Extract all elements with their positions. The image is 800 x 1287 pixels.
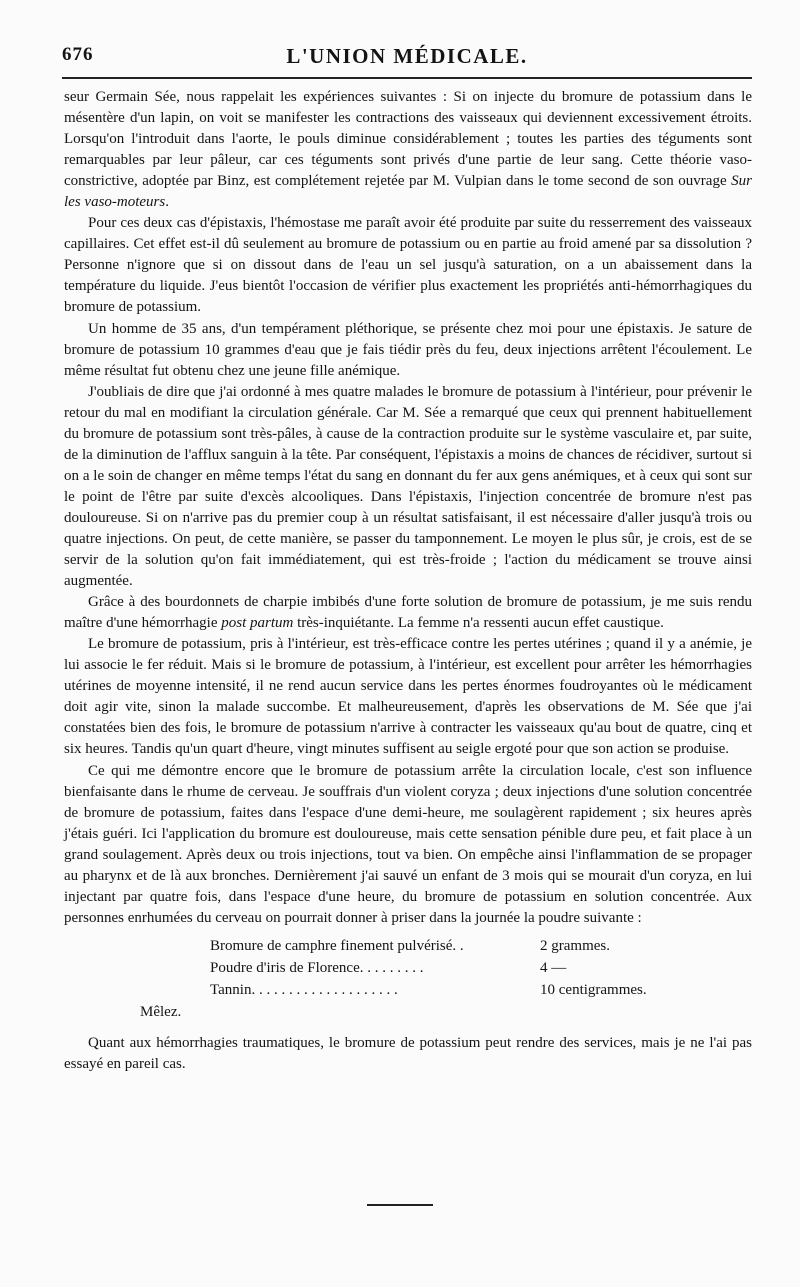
paragraph-2: Pour ces deux cas d'épistaxis, l'hémostase me paraît avoir été produite par suite du resserrement des vaisseaux capillaires. Cet effet est-il dû seulement au bromure de potassium ou en partie au froid amené par sa dissolution ? Personne n'ignore que si on dissout dans de l'eau un sel jusqu'à saturation, on a un abaissement dans la température du liquide. J'eus bientôt l'occasion de vérifier plus exactement les propriétés anti-hémorrhagiques du bromure de potassium. — [64, 215, 752, 316]
formula-ingredient: Bromure de camphre finement pulvérisé. . — [210, 937, 464, 954]
paragraph-4: J'oubliais de dire que j'ai ordonné à mes quatre malades le bromure de potassium à l'intérieur, pour prévenir le retour du mal en modifiant la circulation générale. Car M. Sée a remarqué que ceux qui prennent habituellement du bromure de potassium sont très-pâles, à cause de la contraction produite sur le système vasculaire et, par suite, de la diminution de l'afflux sanguin à la tête. Par conséquent, l'épistaxis a moins de chances de récidiver, surtout si on a le soin de changer en même temps l'état du sang en donnant du fer aux gens anémiques, et à ceux qui sont sur le point de l'être par suite d'excès alcooliques. Dans l'épistaxis, l'injection concentrée de bromure n'est pas douloureuse. Si on n'arrive pas du premier coup à un résultat satisfaisant, il est nécessaire d'aller jusqu'à trois ou quatre injections. On peut, de cette manière, se passer du tamponnement. Le moyen le plus sûr, je crois, est de se servir de la solution qu'on fait immédiatement, qui est très-froide ; l'action du médicament se trouve ainsi augmentée. — [64, 383, 752, 590]
formula-quantity: 2 grammes. — [540, 937, 610, 954]
formula-row — [64, 979, 752, 1001]
paragraph-5: Grâce à des bourdonnets de charpie imbibés d'une forte solution de bromure de potassium, je me suis rendu maître d'une hémorrhagie post partum très-inquiétante. La femme n'a ressenti aucun effet caustique. — [64, 594, 752, 632]
formula-ingredient: Poudre d'iris de Florence. . . . . . . . . — [210, 959, 424, 976]
paragraph-6: Le bromure de potassium, pris à l'intérieur, est très-efficace contre les pertes utérines ; quand il y a anémie, je lui associe le fer réduit. Mais si le bromure de potassium, à l'intérieur, est excellent pour arrêter les hémorrhagies utérines de moyenne intensité, il ne rend aucun service dans les pertes énormes foudroyantes où le médicament doit agir vite, sinon la malade succombe. Et malheureusement, d'après les observations de M. Sée que j'ai constatées bien des fois, le bromure de potassium n'arrive à contracter les vaisseaux qu'au bout de quatre, cinq et six heures. Tandis qu'un quart d'heure, vingt minutes suffisent au seigle ergoté pour que son action se produise. — [64, 636, 752, 758]
paragraph-final: Quant aux hémorrhagies traumatiques, le bromure de potassium peut rendre des services, mais je ne l'ai pas essayé en pareil cas. — [64, 1034, 752, 1072]
paragraph-7: Ce qui me démontre encore que le bromure de potassium arrête la circulation locale, c'est son influence bienfaisante dans le rhume de cerveau. Je souffrais d'un violent coryza ; deux injections d'une solution concentrée de bromure de potassium, faites dans l'espace d'une demi-heure, me soulagèrent rapidement ; six heures après j'étais guéri. Ici l'application du bromure est douloureuse, mais cette sensation pénible dure peu, et fait place à un grand soulagement. Après deux ou trois injections, tout va bien. On empêche ainsi l'inflammation de se propager au pharynx et de là aux bronches. Dernièrement j'ai sauvé un enfant de 3 mois qui se mourait d'un coryza, en lui injectant par quatre fois, dans l'espace d'une heure, du bromure de potassium en solution concentrée. Aux personnes enrhumées du cerveau on pourrait donner à priser dans la journée la poudre suivante : — [64, 762, 752, 926]
page-number: 676 — [62, 44, 94, 65]
end-rule — [367, 1204, 433, 1206]
running-title: L'UNION MÉDICALE. — [286, 44, 528, 68]
paragraph-3: Un homme de 35 ans, d'un tempérament pléthorique, se présente chez moi pour une épistaxis. Je sature de bromure de potassium 10 grammes d'eau que je fais tiédir près du feu, deux injections arrêtent l'écoulement. Le même résultat fut obtenu chez une jeune fille anémique. — [64, 320, 752, 379]
formula-ingredient: Tannin. . . . . . . . . . . . . . . . . . . . — [210, 981, 398, 998]
page-header — [62, 44, 752, 72]
article-body — [64, 87, 752, 1075]
prescription-formula — [64, 935, 752, 1001]
header-rule — [62, 77, 752, 79]
post-partum-term: post partum — [221, 615, 294, 632]
book-title: Sur les vaso-moteurs — [64, 173, 752, 211]
formula-quantity: 10 centigrammes. — [540, 981, 647, 998]
formula-row — [64, 957, 752, 979]
melez-instruction: Mêlez. — [140, 1003, 182, 1020]
formula-quantity: 4 — — [540, 959, 567, 976]
formula-row — [64, 935, 752, 957]
paragraph-1: seur Germain Sée, nous rappelait les expériences suivantes : Si on injecte du bromure de potassium dans le mésentère d'un lapin, on voit se manifester les contractions des vaisseaux qui deviennent excessivement étroits. Lorsqu'on l'introduit dans l'aorte, le pouls diminue considérablement ; toutes les parties des téguments sont remarquables par leur pâleur, car ces téguments sont privés d'une partie de leur sang. Cette théorie vaso-constrictive, adoptée par Binz, est complétement rejetée par M. Vulpian dans le tome second de son ouvrage Sur les vaso-moteurs. — [64, 89, 752, 211]
